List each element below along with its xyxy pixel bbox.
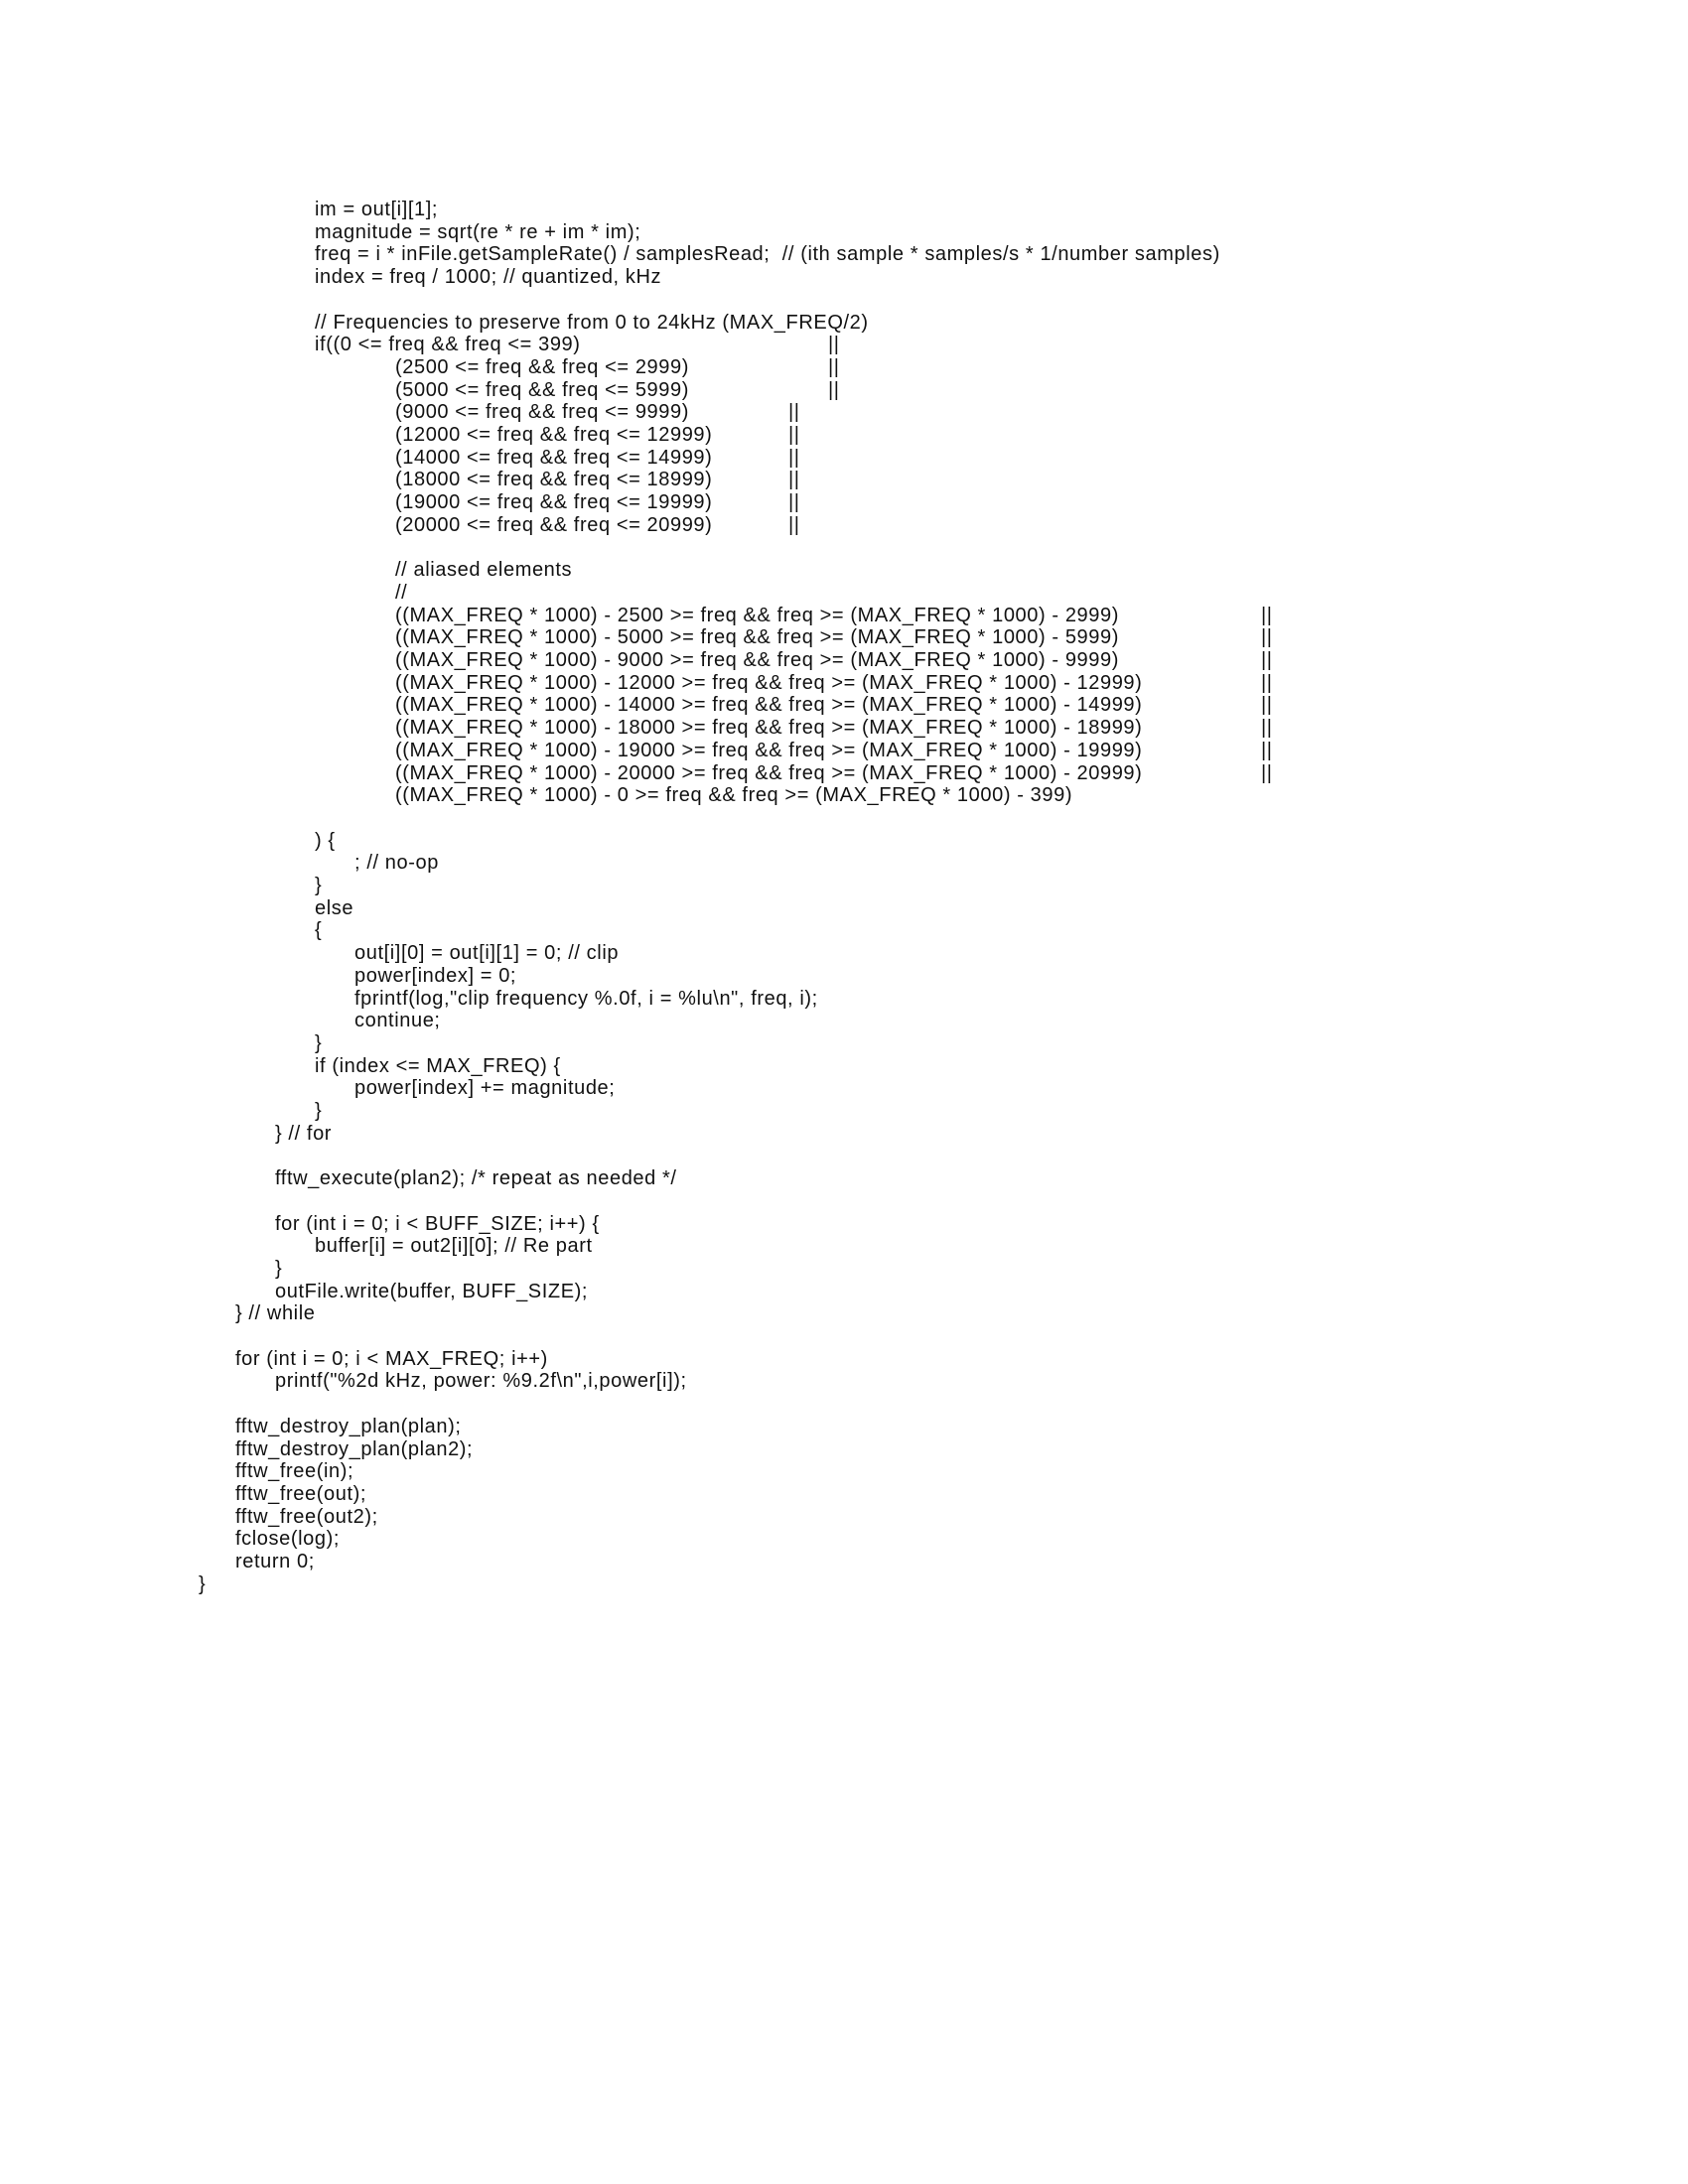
logical-or-operator: || [788, 514, 800, 536]
code-line: { [315, 919, 323, 941]
code-line: } [275, 1258, 283, 1280]
code-line: ((MAX_FREQ * 1000) - 2500 >= freq && freq >= (MAX_FREQ * 1000) - 2999) [395, 605, 1119, 626]
logical-or-operator: || [788, 469, 800, 490]
code-line: ((MAX_FREQ * 1000) - 14000 >= freq && freq >= (MAX_FREQ * 1000) - 14999) [395, 694, 1143, 716]
code-line: (5000 <= freq && freq <= 5999) [395, 379, 689, 401]
logical-or-operator: || [1261, 649, 1273, 671]
code-line: for (int i = 0; i < BUFF_SIZE; i++) { [275, 1213, 600, 1235]
logical-or-operator: || [828, 379, 840, 401]
code-line: for (int i = 0; i < MAX_FREQ; i++) [235, 1348, 548, 1370]
code-line: (19000 <= freq && freq <= 19999) [395, 491, 713, 513]
logical-or-operator: || [1261, 605, 1273, 626]
code-line: outFile.write(buffer, BUFF_SIZE); [275, 1281, 589, 1302]
code-line: fftw_free(out2); [235, 1506, 378, 1528]
code-line: return 0; [235, 1551, 315, 1572]
logical-or-operator: || [788, 401, 800, 423]
code-line: else [315, 897, 354, 919]
code-line: fftw_free(in); [235, 1460, 354, 1482]
code-line: (2500 <= freq && freq <= 2999) [395, 356, 689, 378]
code-line: continue; [354, 1010, 441, 1031]
code-line: (18000 <= freq && freq <= 18999) [395, 469, 713, 490]
logical-or-operator: || [1261, 717, 1273, 739]
logical-or-operator: || [788, 491, 800, 513]
code-line: ((MAX_FREQ * 1000) - 20000 >= freq && freq >= (MAX_FREQ * 1000) - 20999) [395, 762, 1143, 784]
code-line: ((MAX_FREQ * 1000) - 18000 >= freq && freq >= (MAX_FREQ * 1000) - 18999) [395, 717, 1143, 739]
code-line: fprintf(log,"clip frequency %.0f, i = %lu\n", freq, i); [354, 988, 818, 1010]
code-line: ((MAX_FREQ * 1000) - 0 >= freq && freq >= (MAX_FREQ * 1000) - 399) [395, 784, 1073, 806]
logical-or-operator: || [828, 356, 840, 378]
logical-or-operator: || [1261, 672, 1273, 694]
code-line: (20000 <= freq && freq <= 20999) [395, 514, 713, 536]
code-line: power[index] += magnitude; [354, 1077, 616, 1099]
logical-or-operator: || [788, 424, 800, 446]
code-line: ((MAX_FREQ * 1000) - 5000 >= freq && freq >= (MAX_FREQ * 1000) - 5999) [395, 626, 1119, 648]
code-line: if (index <= MAX_FREQ) { [315, 1055, 561, 1077]
logical-or-operator: || [1261, 626, 1273, 648]
logical-or-operator: || [1261, 762, 1273, 784]
code-line: buffer[i] = out2[i][0]; // Re part [315, 1235, 593, 1257]
code-line: if((0 <= freq && freq <= 399) [315, 334, 581, 355]
code-line: } [315, 1100, 323, 1122]
code-line: (14000 <= freq && freq <= 14999) [395, 447, 713, 469]
code-line: im = out[i][1]; [315, 199, 439, 220]
logical-or-operator: || [828, 334, 840, 355]
code-line: // [395, 582, 408, 604]
code-line: // Frequencies to preserve from 0 to 24kHz (MAX_FREQ/2) [315, 312, 869, 334]
code-line: freq = i * inFile.getSampleRate() / samplesRead; // (ith sample * samples/s * 1/number samples) [315, 243, 1220, 265]
code-line: power[index] = 0; [354, 965, 517, 987]
code-line: } [315, 1032, 323, 1054]
logical-or-operator: || [1261, 694, 1273, 716]
code-line: out[i][0] = out[i][1] = 0; // clip [354, 942, 620, 964]
code-line: ((MAX_FREQ * 1000) - 9000 >= freq && freq >= (MAX_FREQ * 1000) - 9999) [395, 649, 1119, 671]
code-line: magnitude = sqrt(re * re + im * im); [315, 221, 641, 243]
code-line: (12000 <= freq && freq <= 12999) [395, 424, 713, 446]
code-line: fftw_free(out); [235, 1483, 367, 1505]
code-line: ((MAX_FREQ * 1000) - 12000 >= freq && freq >= (MAX_FREQ * 1000) - 12999) [395, 672, 1143, 694]
code-line: ; // no-op [354, 852, 439, 874]
code-line: } // while [235, 1302, 316, 1324]
code-line: fftw_execute(plan2); /* repeat as needed */ [275, 1167, 677, 1189]
code-line: } [199, 1573, 207, 1595]
code-line: (9000 <= freq && freq <= 9999) [395, 401, 689, 423]
code-line: index = freq / 1000; // quantized, kHz [315, 266, 662, 288]
code-line: printf("%2d kHz, power: %9.2f\n",i,power[i]); [275, 1370, 687, 1392]
code-line: fclose(log); [235, 1528, 341, 1550]
logical-or-operator: || [1261, 740, 1273, 761]
code-line: ((MAX_FREQ * 1000) - 19000 >= freq && freq >= (MAX_FREQ * 1000) - 19999) [395, 740, 1143, 761]
logical-or-operator: || [788, 447, 800, 469]
code-line: } [315, 875, 323, 896]
code-line: fftw_destroy_plan(plan); [235, 1416, 462, 1437]
code-line: fftw_destroy_plan(plan2); [235, 1438, 474, 1460]
code-line: // aliased elements [395, 559, 573, 581]
code-line: } // for [275, 1123, 333, 1145]
code-line: ) { [315, 830, 336, 852]
